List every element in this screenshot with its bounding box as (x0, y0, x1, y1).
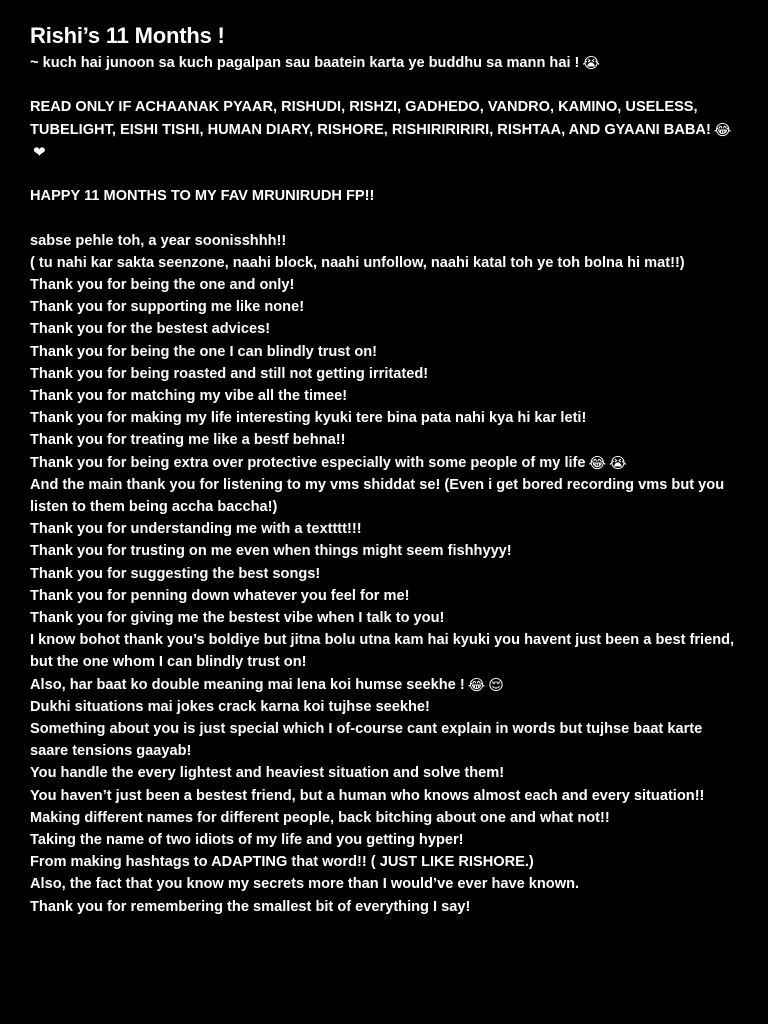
body-line: Thank you for understanding me with a textttt!!! (30, 521, 362, 538)
body-line: From making hashtags to ADAPTING that word!! ( JUST LIKE RISHORE.) (30, 854, 534, 871)
loudly-crying-face-icon: 😭 (609, 453, 627, 472)
note-title: Rishi’s 11 Months ! (30, 23, 225, 48)
body-line: Thank you for the bestest advices! (30, 321, 271, 338)
subtitle-text: ~ kuch hai junoon sa kuch pagalpan sau baatein karta ye buddhu sa mann hai ! (30, 55, 580, 71)
body-line: Thank you for suggesting the best songs! (30, 565, 321, 582)
body-line: Something about you is just special which I of-course cant explain in words but tujhse baat karte saare tensions gaayab! (30, 721, 703, 760)
mending-heart-icon: ❤ (33, 142, 46, 161)
subtitle-line (30, 52, 742, 74)
body-line: Making different names for different people, back bitching about one and what not!! (30, 809, 610, 826)
anniversary-heading: HAPPY 11 MONTHS TO MY FAV MRUNIRUDH FP!! (30, 188, 375, 205)
names-text: READ ONLY IF ACHAANAK PYAAR, RISHUDI, RISHZI, GADHEDO, VANDRO, KAMINO, USELESS, TUBELIGHT, EISHI TISHI, HUMAN DIARY, RISHORE, RISHIRIRIRIRI, RISHTAA, AND GYAANI BABA! (30, 99, 711, 138)
body-line: Thank you for supporting me like none! (30, 299, 305, 316)
body-line: Thank you for penning down whatever you feel for me! (30, 587, 410, 604)
body-line: Also, the fact that you know my secrets more than I would’ve ever have known. (30, 876, 580, 893)
body-line: Thank you for remembering the smallest bit of everything I say! (30, 898, 471, 915)
body-line: I know bohot thank you’s boldiye but jitna bolu utna kam hai kyuki you havent just been a best friend, but the one whom I can blindly trust on! (30, 632, 735, 671)
body-line: Thank you for being roasted and still not getting irritated! (30, 365, 429, 382)
body-line-text: Thank you for being extra over protective especially with some people of my life (30, 454, 586, 471)
relieved-face-icon: 😌 (488, 675, 504, 694)
body-line: Thank you for matching my vibe all the timee! (30, 388, 348, 404)
note-body (30, 52, 742, 918)
body-line-with-emoji (30, 452, 742, 474)
tears-of-joy-icon: 😂 (713, 120, 732, 139)
body-line: Thank you for trusting on me even when things might seem fishhyyy! (30, 543, 512, 560)
tears-of-joy-icon: 😂 (588, 453, 607, 472)
body-line-text: Also, har baat ko double meaning mai lena koi humse seekhe ! (30, 676, 465, 693)
body-line: sabse pehle toh, a year soonisshhh!! (30, 232, 287, 249)
body-line: You haven’t just been a bestest friend, but a human who knows almost each and every situation!! (30, 787, 705, 804)
body-line-with-emoji (30, 674, 742, 696)
body-line: Thank you for being the one and only! (30, 276, 295, 293)
body-line: You handle the every lightest and heaviest situation and solve them! (30, 765, 505, 782)
body-line: Thank you for making my life interesting kyuki tere bina pata nahi kya hi kar leti! (30, 410, 587, 427)
body-line: Thank you for treating me like a bestf behna!! (30, 432, 346, 449)
body-line: ( tu nahi kar sakta seenzone, naahi block, naahi unfollow, naahi katal toh ye toh bolna hi mat!!) (30, 254, 685, 271)
body-line: Thank you for being the one I can blindly trust on! (30, 343, 378, 360)
note-content (30, 20, 742, 918)
body-line: And the main thank you for listening to my vms shiddat se! (Even i get bored recording vms but you listen to them being accha baccha!) (30, 476, 725, 516)
body-line: Taking the name of two idiots of my life and you getting hyper! (30, 832, 464, 849)
body-line: Dukhi situations mai jokes crack karna koi tujhse seekhe! (30, 698, 430, 715)
blank-line (30, 163, 742, 185)
blank-line (30, 74, 742, 96)
loudly-crying-face-icon: 😭 (582, 54, 600, 72)
blank-line (30, 207, 742, 229)
body-line: Thank you for giving me the bestest vibe when I talk to you! (30, 610, 445, 627)
names-line (30, 96, 742, 163)
tears-of-joy-icon: 😂 (467, 675, 486, 694)
